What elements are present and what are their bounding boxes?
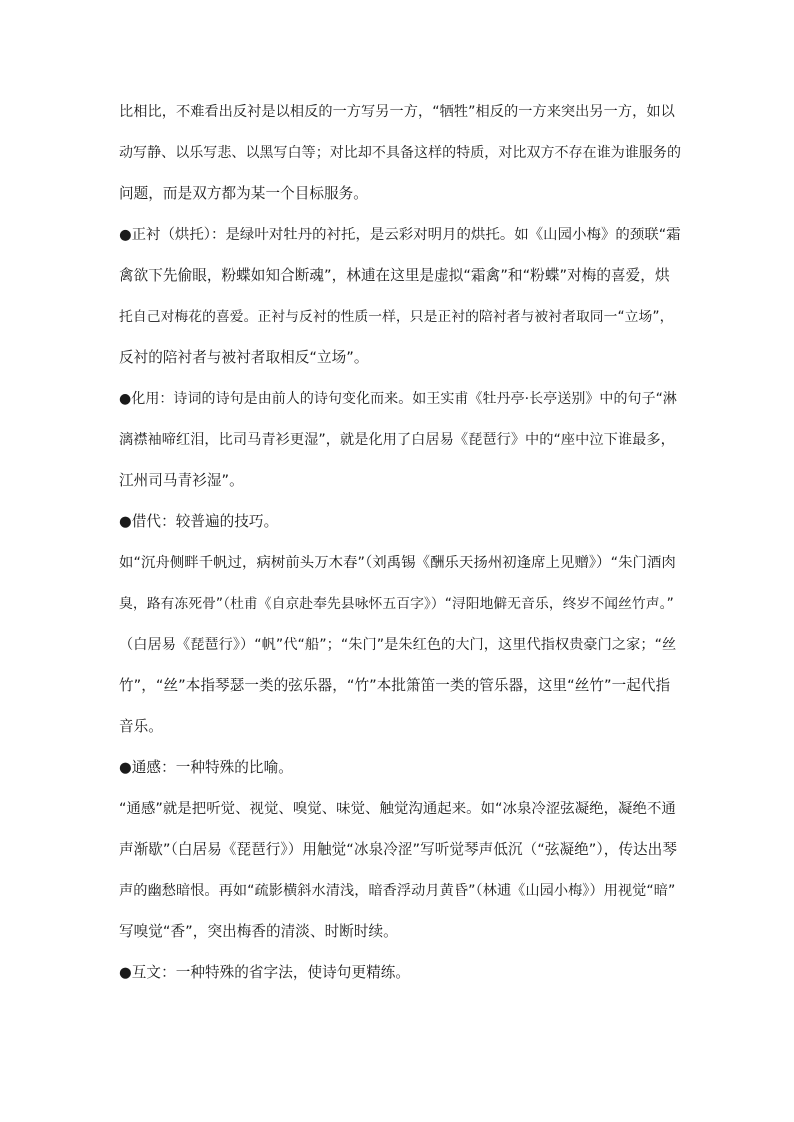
text-line: ●正衬（烘托）：是绿叶对牡丹的衬托，是云彩对明月的烘托。如《山园小梅》的颈联“霜 (119, 227, 681, 243)
text-line: 声渐歇”（白居易《琵琶行》）用触觉“冰泉冷涩”写听觉琴声低沉（“弦凝绝”），传达出琴 (119, 841, 677, 858)
text-line: 写嗅觉“香”，突出梅香的清淡、时断时续。 (119, 923, 398, 940)
document-body (119, 102, 681, 1004)
text-line: （白居易《琵琶行》）“帆”代“船”；“朱门”是朱红色的大门，这里代指权贵豪门之家；“丝 (119, 637, 677, 653)
text-line: 如“沉舟侧畔千帆过，病树前头万木春”（刘禹锡《酬乐天扬州初逢席上见赠》）“朱门酒肉 (119, 555, 676, 571)
text-line: ●化用：诗词的诗句是由前人的诗句变化而来。如王实甫《牡丹亭·长亭送别》中的句子“淋 (119, 391, 677, 407)
text-line: 臭，路有冻死骨”（杜甫《自京赴奉先县咏怀五百字》）“浔阳地僻无音乐，终岁不闻丝竹声。” (119, 596, 674, 612)
text-line: “通感”就是把听觉、视觉、嗅觉、味觉、触觉沟通起来。如“冰泉冷涩弦凝绝，凝绝不通 (119, 801, 676, 817)
text-line: 漓襟袖啼红泪，比司马青衫更湿”，就是化用了白居易《琵琶行》中的“座中泣下谁最多， (119, 432, 675, 448)
text-line: 江州司马青衫湿”。 (119, 472, 244, 489)
text-line: 托自己对梅花的喜爱。正衬与反衬的性质一样，只是正衬的陪衬者与被衬者取同一“立场”， (119, 309, 674, 325)
text-line: 声的幽愁暗恨。再如“疏影横斜水清浅，暗香浮动月黄昏”（林逋《山园小梅》）用视觉“暗” (119, 883, 676, 899)
text-line: 反衬的陪衬者与被衬者取相反“立场”。 (119, 349, 369, 366)
text-line: 比相比，不难看出反衬是以相反的一方写另一方，“牺牲”相反的一方来突出另一方，如以 (119, 104, 675, 120)
text-line: ●通感：一种特殊的比喻。 (119, 759, 293, 776)
text-line: ●互文：一种特殊的省字法，使诗句更精练。 (119, 964, 411, 981)
text-line: 动写静、以乐写悲、以黑写白等；对比却不具备这样的特质，对比双方不存在谁为谁服务的 (119, 145, 681, 161)
text-line: 音乐。 (119, 718, 163, 735)
text-line: 问题，而是双方都为某一个目标服务。 (119, 185, 368, 202)
text-line: 禽欲下先偷眼，粉蝶如知合断魂”，林逋在这里是虚拟“霜禽”和“粉蝶”对梅的喜爱，烘 (119, 267, 670, 284)
text-line: 竹”，“丝”本指琴瑟一类的弦乐器，“竹”本批箫笛一类的管乐器，这里“丝竹”一起代指 (119, 677, 671, 694)
text-line: ●借代：较普遍的技巧。 (119, 513, 279, 530)
